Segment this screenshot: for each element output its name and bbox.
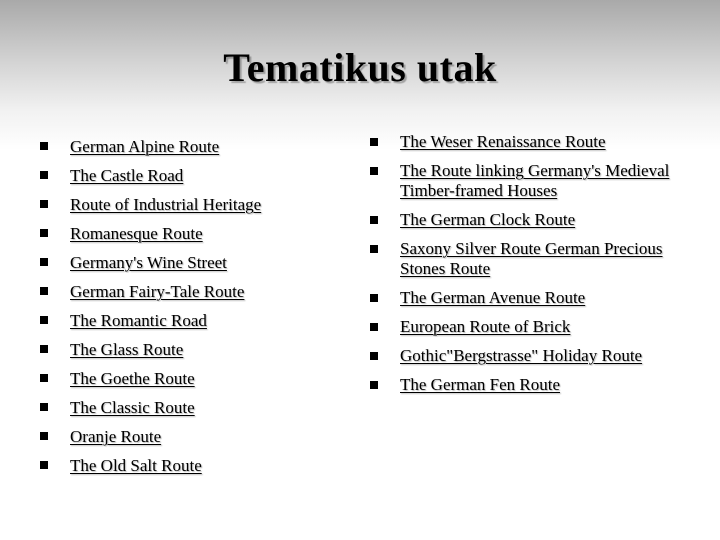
- square-bullet-icon: [370, 323, 378, 331]
- list-item: [370, 317, 690, 337]
- list-item: [40, 393, 330, 422]
- square-bullet-icon: [370, 352, 378, 360]
- square-bullet-icon: [370, 216, 378, 224]
- route-link[interactable]: The Romantic Road: [70, 311, 207, 330]
- route-link[interactable]: The Classic Route: [70, 398, 195, 417]
- route-link[interactable]: Oranje Route: [70, 427, 162, 446]
- square-bullet-icon: [370, 381, 378, 389]
- route-link[interactable]: Saxony Silver Route German Precious Stones Route: [400, 239, 663, 278]
- route-link[interactable]: The Old Salt Route: [70, 456, 202, 475]
- list-item: [40, 364, 330, 393]
- list-item: [40, 161, 330, 190]
- list-item: [40, 190, 330, 219]
- list-item: [370, 210, 690, 230]
- list-item: [40, 248, 330, 277]
- route-link[interactable]: The Castle Road: [70, 166, 184, 185]
- slide-title: Tematikus utak: [223, 45, 497, 90]
- route-link[interactable]: European Route of Brick: [400, 317, 571, 336]
- list-item: [40, 422, 330, 451]
- square-bullet-icon: [40, 142, 48, 150]
- route-link[interactable]: The German Avenue Route: [400, 288, 586, 307]
- route-link[interactable]: The Weser Renaissance Route: [400, 132, 606, 151]
- route-link[interactable]: German Fairy-Tale Route: [70, 282, 245, 301]
- square-bullet-icon: [40, 171, 48, 179]
- route-link[interactable]: The Glass Route: [70, 340, 184, 359]
- list-item: [370, 346, 690, 366]
- right-route-list: [370, 132, 690, 404]
- route-link[interactable]: Romanesque Route: [70, 224, 203, 243]
- left-route-list: [40, 132, 330, 480]
- list-item: [370, 375, 690, 395]
- square-bullet-icon: [370, 294, 378, 302]
- square-bullet-icon: [40, 403, 48, 411]
- list-item: [40, 132, 330, 161]
- square-bullet-icon: [40, 316, 48, 324]
- route-link[interactable]: The German Fen Route: [400, 375, 561, 394]
- route-link[interactable]: The Route linking Germany's Medieval Timber-framed Houses: [400, 161, 670, 200]
- route-link[interactable]: Gothic"Bergstrasse" Holiday Route: [400, 346, 643, 365]
- square-bullet-icon: [40, 345, 48, 353]
- route-link[interactable]: The Goethe Route: [70, 369, 195, 388]
- list-item: [370, 239, 690, 279]
- list-item: [40, 306, 330, 335]
- square-bullet-icon: [370, 245, 378, 253]
- list-item: [40, 335, 330, 364]
- list-item: [370, 132, 690, 152]
- square-bullet-icon: [40, 200, 48, 208]
- square-bullet-icon: [40, 432, 48, 440]
- square-bullet-icon: [370, 138, 378, 146]
- list-item: [370, 288, 690, 308]
- list-item: [370, 161, 690, 201]
- square-bullet-icon: [40, 461, 48, 469]
- square-bullet-icon: [40, 258, 48, 266]
- square-bullet-icon: [40, 374, 48, 382]
- square-bullet-icon: [40, 229, 48, 237]
- list-item: [40, 451, 330, 480]
- route-link[interactable]: Germany's Wine Street: [70, 253, 227, 272]
- square-bullet-icon: [40, 287, 48, 295]
- route-link[interactable]: German Alpine Route: [70, 137, 220, 156]
- route-link[interactable]: The German Clock Route: [400, 210, 576, 229]
- list-item: [40, 219, 330, 248]
- square-bullet-icon: [370, 167, 378, 175]
- list-item: [40, 277, 330, 306]
- route-link[interactable]: Route of Industrial Heritage: [70, 195, 262, 214]
